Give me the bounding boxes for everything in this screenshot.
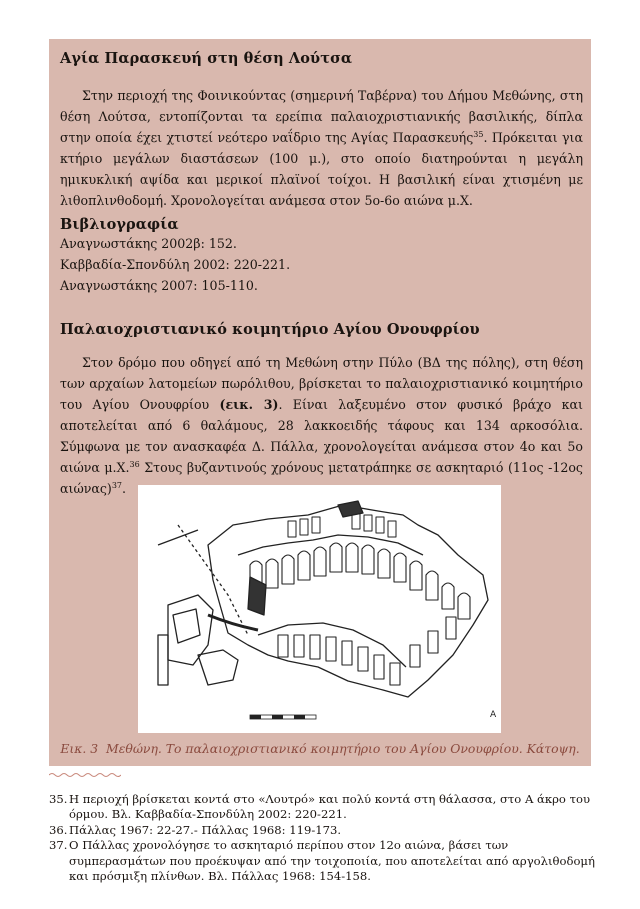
figure-caption — [49, 741, 591, 756]
svg-text:A: A — [490, 710, 497, 720]
section2-text-4: . — [122, 481, 127, 496]
footnote-ref-36[interactable]: 36 — [129, 459, 140, 469]
footnote-text: Πάλλας 1967: 22-27.- Πάλλας 1968: 119-173. — [69, 822, 342, 837]
footnote-text: Η περιοχή βρίσκεται κοντά στο «Λουτρό» και πολύ κοντά στη θάλασσα, στο Α άκρο του όρμου. Βλ. Καββαδία-Σπονδύλη 2002: 220-221. — [69, 792, 591, 822]
footnote-36 — [49, 823, 599, 838]
footnote-37 — [49, 838, 599, 884]
bibliography-item: Αναγνωστάκης 2007: 105-110. — [60, 278, 258, 293]
figure-caption-text: Μεθώνη. Το παλαιοχριστιανικό κοιμητήριο του Αγίου Ονουφρίου. Κάτοψη. — [106, 741, 580, 756]
footnote-ref-37[interactable]: 37 — [111, 480, 123, 490]
section-title-agia-paraskevi: Αγία Παρασκευή στη θέση Λούτσα — [60, 50, 353, 67]
footnote-separator — [49, 772, 121, 778]
section1-paragraph — [60, 85, 583, 211]
footnote-text: Ο Πάλλας χρονολόγησε το ασκηταριό περίπου στον 12ο αιώνα, βάσει των συμπερασμάτων που προέκυψαν από την τοιχοποιία, που αποτελείται από αργολιθοδομή και πρόσμιξη πλίνθων. Βλ. Πάλλας 1968: 154-158. — [69, 838, 595, 884]
section2-paragraph — [60, 352, 583, 499]
bibliography-item: Καββαδία-Σπονδύλη 2002: 220-221. — [60, 257, 291, 272]
footnote-ref-35[interactable]: 35 — [473, 129, 484, 139]
section2-text-2: . Είναι λαξευμένο στον φυσικό βράχο και αποτελείται από 6 θαλάμους, 28 λακκοειδής τάφους και 134 αρκοσόλια. Σύμφωνα με τον ανασκαφέα Δ. Πάλλα, χρονολογείται ανάμεσα στον 4ο και 5ο αιώνα μ.Χ. — [60, 397, 583, 475]
section2-text-1: Στον δρόμο που οδηγεί από τη Μεθώνη στην Πύλο (ΒΔ της πόλης), στη θέση των αρχαίων λατομείων πωρόλιθου, βρίσκεται το παλαιοχριστιανικό κοιμητήριο του Αγίου Ονουφρίου — [60, 355, 583, 412]
section1-text-cont: . Πρόκειται για κτήριο μεγάλων διαστάσεων (100 μ.), στο οποίο διατηρούνται η μεγάλη ημικυκλική αψίδα και μερικοί πλαϊνοί τοίχοι. Η βασιλική είναι χτισμένη με λιθοπλινθοδομή. Χρονολογείται ανάμεσα στον 5ο-6ο αιώνα μ.Χ. — [60, 130, 583, 208]
cemetery-plan-figure — [138, 485, 501, 733]
footnote-number: 37. — [49, 838, 68, 853]
figure-caption-label: Εικ. 3 — [60, 741, 99, 756]
footnote-number: 36. — [49, 822, 68, 837]
cemetery-plan-drawing — [138, 485, 501, 733]
section2-text-3: Στους βυζαντινούς χρόνους μετατράπηκε σε ασκηταριό (11ος -12ος αιώνας) — [60, 460, 583, 496]
footnote-number: 35. — [49, 792, 68, 806]
figure-reference[interactable]: (εικ. 3) — [219, 397, 279, 412]
section-title-cemetery: Παλαιοχριστιανικό κοιμητήριο Αγίου Ονουφρίου — [60, 321, 480, 338]
bibliography-title: Βιβλιογραφία — [60, 216, 179, 233]
footnotes — [49, 792, 599, 884]
bibliography-list — [60, 233, 290, 296]
section1-text: Στην περιοχή της Φοινικούντας (σημερινή Ταβέρνα) του Δήμου Μεθώνης, στη θέση Λούτσα, εντοπίζονται τα ερείπια παλαιοχριστιανικής βασιλικής, δίπλα στην οποία έχει χτιστεί νεότερο ναΐδριο της Αγίας Παρασκευής — [60, 88, 583, 145]
bibliography-item: Αναγνωστάκης 2002β: 152. — [60, 236, 237, 251]
footnote-35 — [49, 792, 599, 823]
